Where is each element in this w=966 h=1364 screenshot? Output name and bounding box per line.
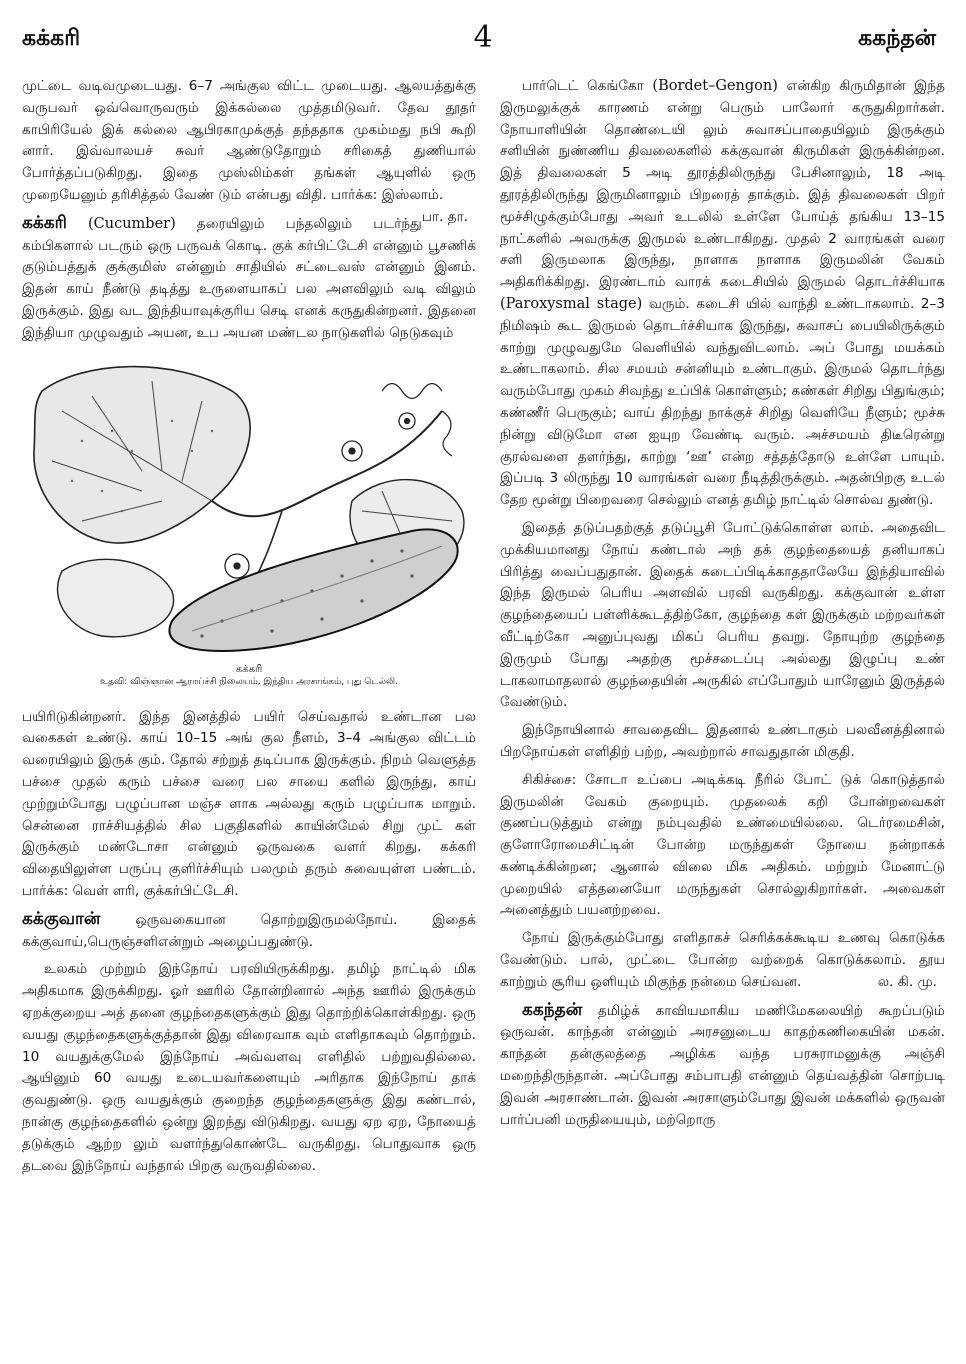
- kakkuvan-heading: கக்குவான்: [22, 908, 101, 929]
- page-header: [0, 20, 966, 66]
- cucumber-illustration: [22, 351, 476, 707]
- mortality-paragraph: இந்நோயினால் சாவதைவிட இதனால் உண்டாகும் பலவீனத்தினால் பிறநோய்கள் எளிதிற் பற்ற, அவற்றால் சாவதுதான் மிகுதி.: [500, 722, 945, 760]
- cause-text-c: வரும். கடைசி யில் வாந்தி உண்டாகலாம். 2–3 நிமிஷம் கூட இருமல் தொடர்ச்சியாக இருந்து, சுவாசப் பையிலிருக்கும் காற்று முழுவதுமே வெளியில் வந்துவிடலாம். அப் போது மயக்கம் உண்டாகலாம். சில சமயம் சன்னியும் உண்டாகும். இருமல் தொடர்ந்து வரும்போது முகம் சிவந்து உப்பிக் கொள்ளும்; கண்கள் சிறிது பிதுங்கும்; கண்ணீர் பெருகும்; வாய் திறந்து நாக்குச் சிறிது வெளியே நீளும்; மூச்சு நின்று விடுமோ என ஐயுற வேண்டி வரும். அச்சமயம் திடீரென்று குரல்வளை தளர்ந்து, காற்று ‘ஊ’ என்ற சத்தத்தோடு உள்ளே பாயும். இப்படி 3 லிருந்து 10 வாரங்கள் வரை நீடித்திருக்கும். அதன்பிறகு உடல் தேற மூன்று பிறைவரை செல்லும் எனத் தமிழ் நாட்டில் சொல்வ துண்டு.: [500, 295, 945, 509]
- bordet-gengon-latin: (Bordet–Gengon): [652, 78, 778, 94]
- diet-signature: ல. கி. மு.: [877, 973, 937, 990]
- diet-paragraph: [500, 928, 945, 993]
- kakkari-body: தரையிலும் பந்தலிலும் படர்ந்து கம்பிகளால் படரும் ஒரு பருவக் கொடி. குக் கர்பிட்டேசி என்னும் பூசணிக் குடும்பத்துக் குக்குமிஸ் என்னும் சாதியில் சட்டைவஸ் என்னும் இனம். இதன் காய் நீண்டு தடித்து உருளையாகப் பல அளவிலும் வடி விலும் இருக்கும். இது வட இந்தியாவுக்குரிய செடி எனக் கருதுகின்றனர். இதனை இந்தியா முழுவதும் அயன, உப அயன மண்டல நாடுகளில் நெடுகவும்: [22, 215, 476, 341]
- cause-text-a: பார்டெட் கெங்கோ: [522, 78, 644, 94]
- cause-text-b: என்கிற கிருமிதான் இந்த இருமலுக்குக் காரணம் என்று பெரும் பாலோர் கருதுகிறார்கள். நோயாளியின் தொண்டையி லும் சுவாசப்பாதையிலும் இருக்கும் சளியின் நுண்ணிய திவலைகளில் கக்குவான் கிருமிகள் இருக்கின்றன. இத் திவலைகள் 5 அடி தூரத்திலிருந்து பேசினாலும், 18 அடி தூரத்திலிருந்து இருமினாலும் பிறரைத் தாக்கும். இத் திவலைகள் பிறர் மூச்சிழுக்கும்போது அவர் உடலில் உள்ளே போய்த் தங்கிய 13–15 நாட்களில் அவருக்கு இருமல் உண்டாகிறது. முதல் 2 வாரங்கள் வரை சளி இருமலாக இருந்து, நாளாக நாளாக இருமலின் வேகம் அதிகரிக்கிறது. இரண்டாம் வாரக் கடைசியில் இருமல் தொடர்ச்சியாக: [500, 78, 945, 291]
- kakkuvan-paragraph-2: உலகம் முற்றும் இந்நோய் பரவியிருக்கிறது. தமிழ் நாட்டில் மிக அதிகமாக இருக்கிறது. ஓர் ஊரில் தோன்றினால் அந்த ஊரில் இருக்கும் ஏறக்குறைய அத் தனை குழந்தைகளுக்கும் இது தொற்றிக்கொள்கிறது. ஒரு வயது குழந்தைகளுக்குத்தான் இது விரைவாக வும் எளிதாகவும் தொற்றும். 10 வயதுக்குமேல் இந்நோய் அவ்வளவு எளிதில் பற்றுவதில்லை. ஆயினும் 60 வயது உடையவர்களையும் அரிதாக இந்நோய் தாக் குவதுண்டு. ஒரு வயதுக்கும் குறைந்த குழந்தைகளுக்கு இது கண்டால், நான்கு குழந்தைகளில் ஒன்று இறந்து விடுகிறது. வயது ஏற ஏற, நோயைத் தடுக்கும் ஆற்ற லும் வளர்ந்துகொண்டே வருகிறது. பொதுவாக ஒரு தடவை இந்நோய் வந்தால் பிறகு வருவதில்லை.: [22, 961, 476, 1174]
- paroxysmal-latin: (Paroxysmal stage): [500, 295, 643, 312]
- intro-signature: பா. தா.: [421, 208, 468, 225]
- running-head-right: ககந்தன்: [858, 26, 936, 51]
- kakkuvan-entry: [22, 909, 476, 954]
- kakkari-heading: கக்கரி: [22, 212, 67, 233]
- kakkari-continuation: பயிரிடுகின்றனர். இந்த இனத்தில் பயிர் செய்வதால் உண்டான பல வகைகள் உண்டு. காய் 10–15 அங் குல நீளம், 3–4 அங்குல விட்டம் வரையிலும் இருக் கும். தோல் சற்றுத் தடிப்பாக இருக்கும். நிறம் வெளுத்த பச்சை முதல் கரும் பச்சை வரை பல சாயை களில் இருந்து, காய் முற்றும்போது பழுப்பான மஞ்ச ளாக அல்லது கரும் பழுப்பாக மாறும். சென்னை ராச்சியத்தில் சில பகுதிகளில் காயின்மேல் சிறு முட் கள் இருக்கும் மண்டோசா என்னும் ஒருவகை வளர் கிறது. கக்கரி விதையிலுள்ள பருப்பு குளிர்ச்சியும் பலமும் தரும் சுவையுள்ள பண்டம். பார்க்க: வெள் ளரி, குக்கர்பிட்டேசி.: [22, 708, 476, 899]
- intro-text: முட்டை வடிவமுடையது. 6–7 அங்குல விட்ட முடையது. ஆலயத்துக்கு வருபவர் ஒவ்வொருவரும் இக்கல்லை முத்தமிடுவர். தேவ தூதர் காபிரியேல் இக் கல்லை ஆபிரகாமுக்குத் தந்ததாக முகம்மது நபி கூறி னார். இவ்வாலயச் சுவர் ஆண்டுதோறும் சரிகைத் துணியால் போர்த்தப்படுகிறது. இதை முஸ்லிம்கள் தங்கள் ஆயுளில் ஒரு முறையேனும் தரிசித்தல் வேண் டும் என்பது விதி. பார்க்க: இஸ்லாம்.: [22, 78, 476, 203]
- kakkari-latin-name: (Cucumber): [88, 215, 176, 232]
- left-column: [22, 76, 476, 1177]
- figure-credit: உதவி: விஞ்ஞான ஆராய்ச்சி நிலையம், இந்திய அரசாங்கம், புது டெல்லி.: [100, 676, 398, 687]
- right-column: [500, 76, 945, 1131]
- figure-caption: கக்கரி: [235, 663, 263, 675]
- kagandhan-body: தமிழ்க் காவியமாகிய மணிமேகலையிற் கூறப்படும் ஒருவன். காந்தன் என்னும் அரசனுடைய காதற்கணிகையின் மகன். காந்தன் தன்குலத்தை அழிக்க வந்த பரசுராமனுக்கு அஞ்சி மறைந்திருந்தான். அப்போது சம்பாபதி என்னும் தெய்வத்தின் சொற்படி இவன் அரசாண்டான். இவன் அரசாளும்போது இவன் மக்களில் ஒருவன் பார்ப்பனி மருதியையும், மற்றொரு: [500, 1002, 945, 1128]
- cucumber-drawing: [22, 351, 476, 661]
- diet-text: நோய் இருக்கும்போது எளிதாகச் செரிக்கக்கூடிய உணவு கொடுக்க வேண்டும். பால், முட்டை போன்ற வற்றைக் கொடுக்கலாம். தூய காற்றும் சூரிய ஒளியும் மிகுந்த நன்மை செய்வன.: [500, 930, 945, 990]
- kagandhan-entry: [500, 1000, 945, 1132]
- kagandhan-heading: ககந்தன்: [522, 999, 583, 1020]
- prevention-paragraph: இதைத் தடுப்பதற்குத் தடுப்பூசி போட்டுக்கொள்ள லாம். அதைவிட முக்கியமானது நோய் கண்டால் அந் தக் குழந்தையைத் தனியாகப் பிரித்து வைப்பதுதான். இதைக் கடைப்பிடிக்காததாலேயே இந்தியாவில் இந்த இருமல் பெரிய அளவில் பரவி வருகிறது. கக்குவான் உள்ள குழந்தையைப் பள்ளிக்கூடத்திற்கோ, குழந்தை கள் இருக்கும் மற்றவர்கள் வீட்டிற்கோ அனுப்புவது மிகப் பெரிய தவறு. நோயுற்ற குழந்தை இருமும் போது அதற்கு மூச்சடைப்பு அல்லது இழுப்பு உண் டாகலாமாதலால் குழந்தையின் அருகில் எப்போதும் யாரேனும் இருத்தல் வேண்டும்.: [500, 519, 945, 711]
- kakkuvan-body: ஒருவகையான தொற்றுஇருமல்நோய். இதைக் கக்குவாய்,பெருஞ்சளிஎன்றும் அழைப்பதுண்டு.: [22, 911, 476, 950]
- cause-paragraph: [500, 76, 945, 512]
- page-number: 4: [473, 20, 493, 55]
- treatment-paragraph: சிகிச்சை: சோடா உப்பை அடிக்கடி நீரில் போட் டுக் கொடுத்தால் இருமலின் வேகம் குறையும். முதலைக் கறி போன்றவைகள் குணப்படுத்தும் என்று நம்புவதில் உண்மையில்லை. டெர்ரமைசின், குளோரோமைசிட்டின் போன்ற மருந்துகள் நோயை நன்றாகக் கண்டிக்கின்றன; ஆனால் விலை மிக அதிகம். மற்றும் மேனாட்டு முறையில் எத்தனையோ மருந்துகள் சொல்லுகிறார்கள். அவைகள் அனைத்தும் பயனற்றவை.: [500, 771, 945, 919]
- kakkari-entry: [22, 213, 476, 345]
- running-head-left: கக்கரி: [22, 26, 81, 51]
